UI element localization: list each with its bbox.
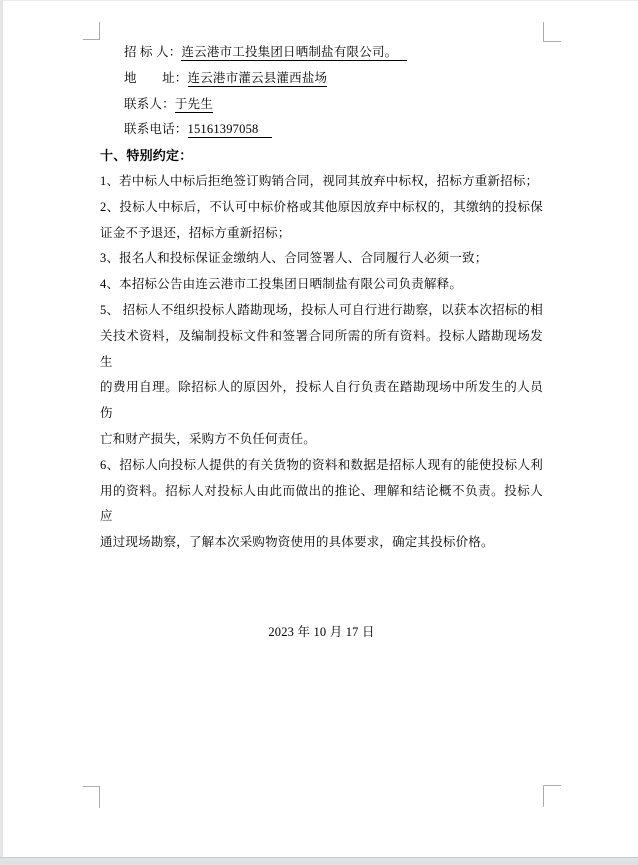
paragraph-line: 关技术资料，及编制投标文件和签署合同所需的所有资料。投标人踏勘现场发生 bbox=[100, 328, 543, 369]
margin-mark-top-right bbox=[543, 22, 561, 42]
contact-line bbox=[100, 40, 543, 66]
paragraph-line: 2、投标人中标后，不认可中标价格或其他原因放弃中标权的，其缴纳的投标保 bbox=[100, 199, 543, 214]
contact-value: 连云港市灌云县灌西盐场 bbox=[187, 70, 328, 85]
contact-line bbox=[100, 92, 543, 118]
contact-value: 于先生 bbox=[174, 96, 213, 111]
list-item bbox=[100, 246, 543, 272]
paragraph-line: 的费用自理。除招标人的原因外，投标人自行负责在踏勘现场中所发生的人员伤 bbox=[100, 380, 543, 421]
margin-mark-top-left bbox=[83, 22, 100, 40]
page-top-edge bbox=[0, 0, 638, 1]
paragraph-line: 用的资料。招标人对投标人由此而做出的推论、理解和结论概不负责。投标人应 bbox=[100, 483, 543, 524]
list-item bbox=[100, 169, 543, 195]
contact-line bbox=[100, 117, 543, 143]
paragraph-line: 4、本招标公告由连云港市工投集团日晒制盐有限公司负责解释。 bbox=[100, 277, 463, 292]
paragraph-line: 3、报名人和投标保证金缴纳人、合同签署人、合同履行人必须一致； bbox=[100, 251, 488, 266]
contact-label: 招 标 人： bbox=[124, 45, 182, 59]
paragraph-line: 亡和财产损失，采购方不负任何责任。 bbox=[100, 431, 316, 446]
list-item bbox=[100, 453, 543, 556]
paragraph-line: 通过现场勘察，了解本次采购物资使用的具体要求，确定其投标价格。 bbox=[100, 535, 494, 550]
section-heading: 十、特别约定： bbox=[100, 148, 193, 164]
document-content bbox=[100, 40, 543, 646]
paragraph-line: 6、招标人向投标人提供的有关货物的资料和数据是招标人现有的能使投标人利 bbox=[100, 457, 543, 472]
contact-line bbox=[100, 66, 543, 92]
contact-value: 15161397058 bbox=[188, 122, 273, 138]
paragraph-line: 1、若中标人中标后拒绝签订购销合同，视同其放弃中标权，招标方重新招标； bbox=[100, 173, 539, 188]
margin-mark-bottom-right bbox=[543, 785, 561, 807]
list-item bbox=[100, 298, 543, 453]
page-left-edge bbox=[0, 0, 3, 865]
margin-mark-bottom-left bbox=[83, 786, 100, 808]
document-date: 2023 年 10 月 17 日 bbox=[268, 624, 375, 639]
contact-label: 联系人： bbox=[124, 96, 175, 111]
page-bottom-background bbox=[0, 857, 638, 865]
list-item bbox=[100, 195, 543, 247]
list-item bbox=[100, 272, 543, 298]
special-terms-items bbox=[100, 169, 543, 556]
contact-value: 连云港市工投集团日晒制盐有限公司。 bbox=[181, 45, 407, 61]
contact-label: 联系电话： bbox=[124, 122, 188, 137]
contact-label: 地 址： bbox=[124, 70, 188, 85]
paragraph-line: 5、 招标人不组织投标人踏勘现场，投标人可自行进行勘察，以获本次招标的相 bbox=[100, 302, 543, 317]
paragraph-line: 证金不予退还，招标方重新招标； bbox=[100, 225, 291, 240]
contact-info bbox=[100, 40, 543, 143]
